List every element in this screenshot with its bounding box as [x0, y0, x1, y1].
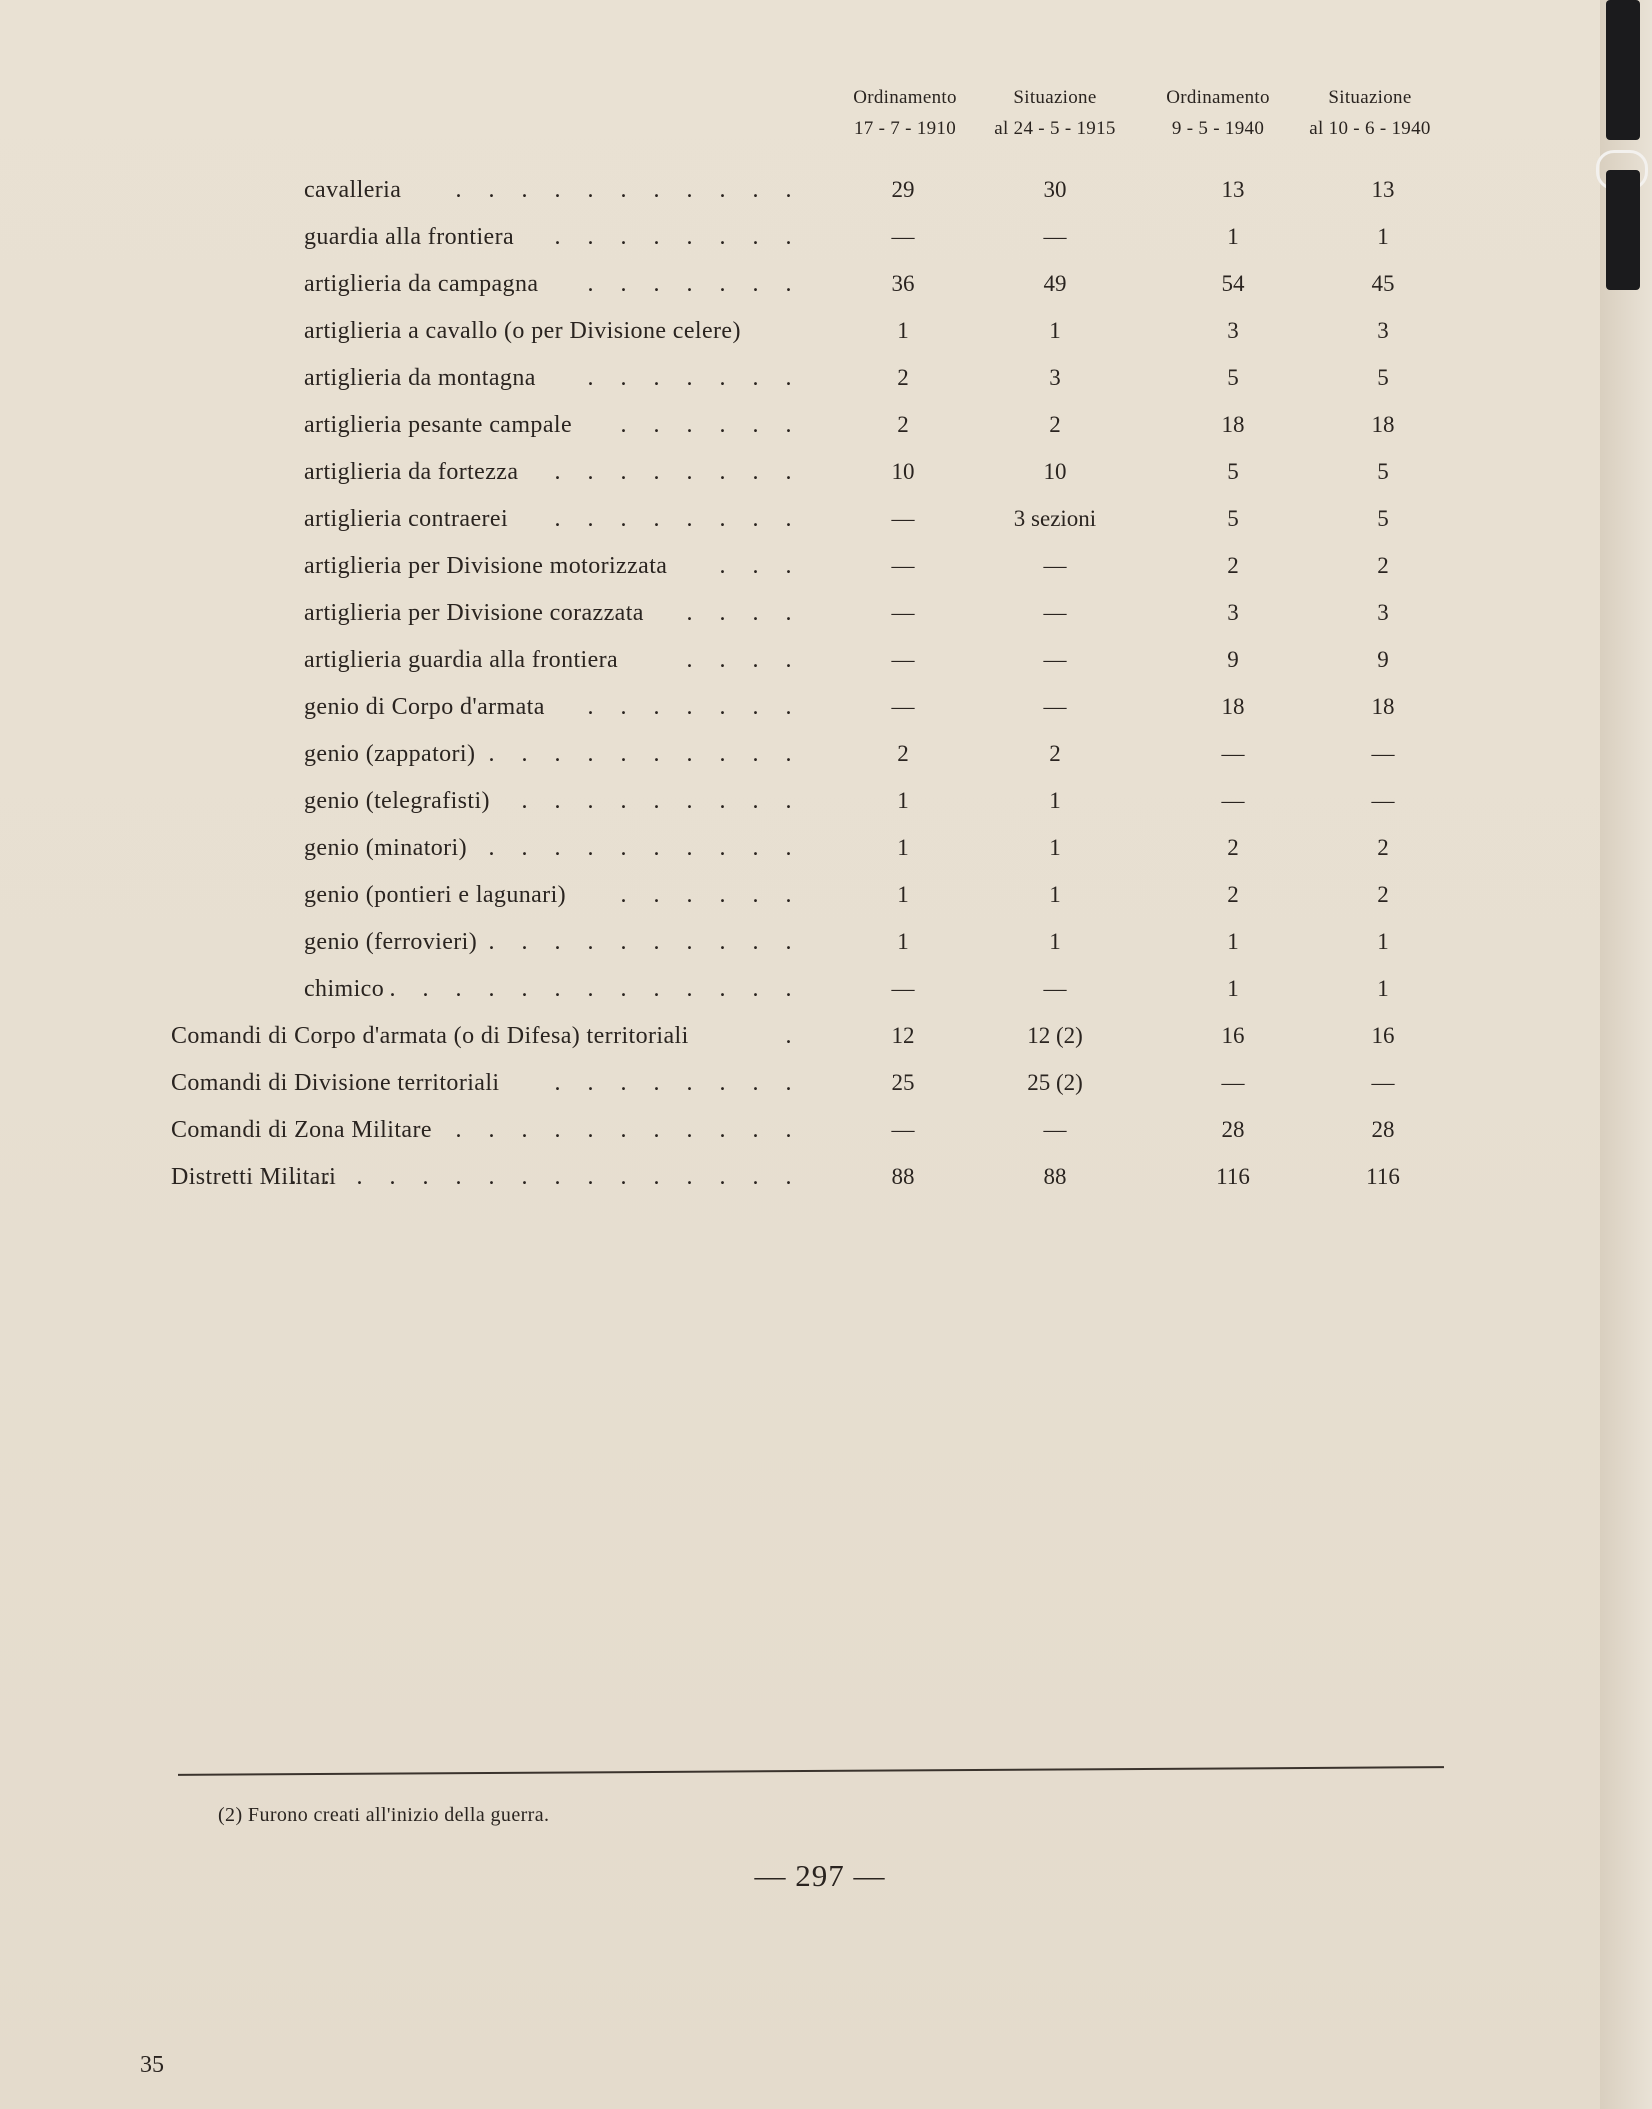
- table-row: [0, 405, 1600, 445]
- value-1940-situazione: 16: [1371, 1023, 1395, 1048]
- table-row: [0, 593, 1600, 633]
- table-row: [0, 264, 1600, 304]
- row-label: genio (pontieri e lagunari): [304, 882, 567, 908]
- value-1915: 25 (2): [1027, 1070, 1083, 1095]
- value-1940-situazione: 13: [1371, 177, 1395, 202]
- value-1910: —: [891, 224, 915, 249]
- value-1940-ordinamento: 116: [1216, 1164, 1250, 1189]
- value-1910: —: [891, 647, 915, 672]
- value-1940-ordinamento: 18: [1221, 694, 1245, 719]
- leader-dots: . . . . . . . . . . .: [455, 1117, 802, 1143]
- value-1940-ordinamento: 2: [1227, 835, 1239, 860]
- column-header-4: [1290, 82, 1450, 144]
- value-1940-situazione: 116: [1366, 1164, 1400, 1189]
- value-1915: 1: [1049, 835, 1061, 860]
- table-row: [0, 1016, 1600, 1056]
- table-row: [0, 1063, 1600, 1103]
- value-1910: 10: [891, 459, 915, 484]
- value-1940-situazione: 2: [1377, 553, 1389, 578]
- value-1910: 1: [897, 882, 909, 907]
- leader-dots: . . . . . . . . .: [521, 788, 802, 814]
- value-1915: 10: [1043, 459, 1067, 484]
- value-1910: 88: [891, 1164, 915, 1189]
- row-label: artiglieria guardia alla frontiera: [304, 647, 619, 673]
- value-1940-situazione: 28: [1371, 1117, 1395, 1142]
- table-row: [0, 170, 1600, 210]
- value-1940-ordinamento: 28: [1221, 1117, 1245, 1142]
- row-label: Comandi di Divisione territoriali: [171, 1070, 500, 1096]
- row-label: artiglieria per Divisione corazzata: [304, 600, 644, 626]
- table-row: [0, 640, 1600, 680]
- value-1940-ordinamento: 1: [1227, 976, 1239, 1001]
- row-label: artiglieria pesante campale: [304, 412, 572, 438]
- value-1940-ordinamento: 18: [1221, 412, 1245, 437]
- table-row: [0, 217, 1600, 257]
- value-1915: 1: [1049, 788, 1061, 813]
- value-1940-situazione: 18: [1371, 694, 1395, 719]
- value-1915: 49: [1043, 271, 1067, 296]
- table-row: [0, 875, 1600, 915]
- value-1910: —: [891, 506, 915, 531]
- table-row: [0, 734, 1600, 774]
- value-1915: —: [1043, 224, 1067, 249]
- value-1915: —: [1043, 1117, 1067, 1142]
- column-header-date: al 24 - 5 - 1915: [994, 118, 1116, 139]
- value-1940-situazione: 1: [1377, 224, 1389, 249]
- column-header-title: Situazione: [1328, 87, 1412, 108]
- table-row: [0, 358, 1600, 398]
- value-1915: —: [1043, 976, 1067, 1001]
- value-1940-ordinamento: —: [1221, 1070, 1245, 1095]
- column-header-title: Situazione: [1013, 87, 1097, 108]
- value-1940-situazione: —: [1371, 1070, 1395, 1095]
- footnote: (2) Furono creati all'inizio della guerra.: [218, 1804, 550, 1826]
- binder-clip-icon: [1606, 170, 1640, 290]
- binder-clip-icon: [1606, 0, 1640, 140]
- leader-dots: . . . .: [686, 647, 802, 673]
- value-1915: 12 (2): [1027, 1023, 1083, 1048]
- value-1915: 3: [1049, 365, 1061, 390]
- value-1910: 2: [897, 741, 909, 766]
- value-1940-situazione: 5: [1377, 459, 1389, 484]
- value-1940-ordinamento: 5: [1227, 365, 1239, 390]
- value-1940-ordinamento: 13: [1221, 177, 1245, 202]
- value-1940-ordinamento: —: [1221, 741, 1245, 766]
- value-1940-ordinamento: 3: [1227, 318, 1239, 343]
- value-1940-ordinamento: —: [1221, 788, 1245, 813]
- table-row: [0, 452, 1600, 492]
- table-row: [0, 828, 1600, 868]
- table-row: [0, 1157, 1600, 1197]
- row-label: artiglieria da fortezza: [304, 459, 519, 485]
- value-1940-situazione: —: [1371, 788, 1395, 813]
- value-1940-situazione: 2: [1377, 835, 1389, 860]
- leader-dots: . . . . . . . .: [554, 224, 802, 250]
- leader-dots: . . . . . . .: [587, 694, 802, 720]
- table-row: [0, 922, 1600, 962]
- leader-dots: . . . . . . . . . . . . . . . .: [290, 1164, 802, 1190]
- value-1940-ordinamento: 2: [1227, 882, 1239, 907]
- value-1910: —: [891, 553, 915, 578]
- value-1940-ordinamento: 9: [1227, 647, 1239, 672]
- value-1915: —: [1043, 647, 1067, 672]
- column-header-title: Ordinamento: [853, 87, 957, 108]
- row-label: artiglieria contraerei: [304, 506, 509, 532]
- column-header-title: Ordinamento: [1166, 87, 1270, 108]
- value-1940-ordinamento: 16: [1221, 1023, 1245, 1048]
- table-row: [0, 781, 1600, 821]
- row-label: cavalleria: [304, 177, 402, 203]
- value-1940-situazione: 1: [1377, 929, 1389, 954]
- sheet-mark: 35: [140, 2052, 164, 2078]
- row-label: Distretti Militari: [171, 1164, 337, 1190]
- value-1940-situazione: 3: [1377, 318, 1389, 343]
- row-label: chimico: [304, 976, 385, 1002]
- table-row: [0, 499, 1600, 539]
- value-1915: 3 sezioni: [1013, 506, 1097, 531]
- value-1940-situazione: 18: [1371, 412, 1395, 437]
- row-label: artiglieria da campagna: [304, 271, 539, 297]
- value-1910: 1: [897, 788, 909, 813]
- table-row: [0, 687, 1600, 727]
- row-label: Comandi di Corpo d'armata (o di Difesa) territoriali: [171, 1023, 689, 1049]
- row-label: Comandi di Zona Militare: [171, 1117, 432, 1143]
- leader-dots: . . . . . . . . . .: [488, 929, 802, 955]
- value-1940-situazione: 5: [1377, 506, 1389, 531]
- value-1910: —: [891, 694, 915, 719]
- leader-dots: . . . . . .: [620, 882, 802, 908]
- footnote-divider: [178, 1766, 1444, 1776]
- value-1940-ordinamento: 54: [1221, 271, 1245, 296]
- value-1915: 1: [1049, 318, 1061, 343]
- leader-dots: . . . . . . . . . .: [488, 835, 802, 861]
- value-1940-ordinamento: 5: [1227, 459, 1239, 484]
- value-1910: 12: [891, 1023, 915, 1048]
- value-1910: 2: [897, 365, 909, 390]
- value-1940-situazione: —: [1371, 741, 1395, 766]
- row-label: genio (ferrovieri): [304, 929, 478, 955]
- value-1940-ordinamento: 1: [1227, 224, 1239, 249]
- column-header-date: 17 - 7 - 1910: [853, 118, 957, 139]
- leader-dots: . . . . . . . . . .: [488, 741, 802, 767]
- value-1915: 88: [1043, 1164, 1067, 1189]
- table-row: [0, 1110, 1600, 1150]
- column-header-3: [1138, 82, 1298, 144]
- value-1915: 1: [1049, 929, 1061, 954]
- value-1910: 1: [897, 929, 909, 954]
- value-1915: —: [1043, 694, 1067, 719]
- column-header-1: [825, 82, 985, 144]
- binder-edge: [1600, 0, 1652, 2109]
- row-label: guardia alla frontiera: [304, 224, 515, 250]
- leader-dots: . . . . . . . . . . .: [455, 177, 802, 203]
- row-label: genio di Corpo d'armata: [304, 694, 545, 720]
- value-1910: —: [891, 600, 915, 625]
- value-1940-ordinamento: 5: [1227, 506, 1239, 531]
- column-header-date: 9 - 5 - 1940: [1171, 118, 1265, 139]
- leader-dots: . . . . . . . . . . . . .: [389, 976, 802, 1002]
- value-1910: —: [891, 976, 915, 1001]
- value-1910: 36: [891, 271, 915, 296]
- value-1940-ordinamento: 2: [1227, 553, 1239, 578]
- value-1910: 1: [897, 318, 909, 343]
- value-1940-situazione: 45: [1371, 271, 1395, 296]
- leader-dots: . . . . . . .: [587, 365, 802, 391]
- row-label: genio (telegrafisti): [304, 788, 490, 814]
- value-1940-ordinamento: 3: [1227, 600, 1239, 625]
- value-1915: —: [1043, 600, 1067, 625]
- leader-dots: . . .: [719, 553, 802, 579]
- leader-dots: .: [785, 1023, 802, 1049]
- column-header-date: al 10 - 6 - 1940: [1309, 118, 1431, 139]
- leader-dots: . . . . . . . .: [554, 459, 802, 485]
- table-row: [0, 969, 1600, 1009]
- value-1915: —: [1043, 553, 1067, 578]
- leader-dots: . . . . . . . .: [554, 506, 802, 532]
- value-1940-situazione: 1: [1377, 976, 1389, 1001]
- value-1910: 1: [897, 835, 909, 860]
- value-1910: 2: [897, 412, 909, 437]
- leader-dots: . . . . . .: [620, 412, 802, 438]
- table-row: [0, 311, 1600, 351]
- value-1910: 29: [891, 177, 915, 202]
- value-1910: 25: [891, 1070, 915, 1095]
- page-number: — 297 —: [754, 1858, 886, 1893]
- row-label: genio (minatori): [304, 835, 468, 861]
- leader-dots: . . . . . . .: [587, 271, 802, 297]
- value-1940-ordinamento: 1: [1227, 929, 1239, 954]
- value-1940-situazione: 5: [1377, 365, 1389, 390]
- value-1910: —: [891, 1117, 915, 1142]
- column-header-2: [975, 82, 1135, 144]
- row-label: artiglieria a cavallo (o per Divisione celere): [304, 318, 741, 344]
- table-row: [0, 546, 1600, 586]
- row-label: artiglieria per Divisione motorizzata: [304, 553, 668, 579]
- value-1940-situazione: 3: [1377, 600, 1389, 625]
- value-1915: 2: [1049, 412, 1061, 437]
- value-1915: 30: [1043, 177, 1067, 202]
- row-label: artiglieria da montagna: [304, 365, 536, 391]
- value-1940-situazione: 9: [1377, 647, 1389, 672]
- leader-dots: . . . . . . . .: [554, 1070, 802, 1096]
- value-1915: 1: [1049, 882, 1061, 907]
- row-label: genio (zappatori): [304, 741, 476, 767]
- value-1940-situazione: 2: [1377, 882, 1389, 907]
- leader-dots: . . . .: [686, 600, 802, 626]
- value-1915: 2: [1049, 741, 1061, 766]
